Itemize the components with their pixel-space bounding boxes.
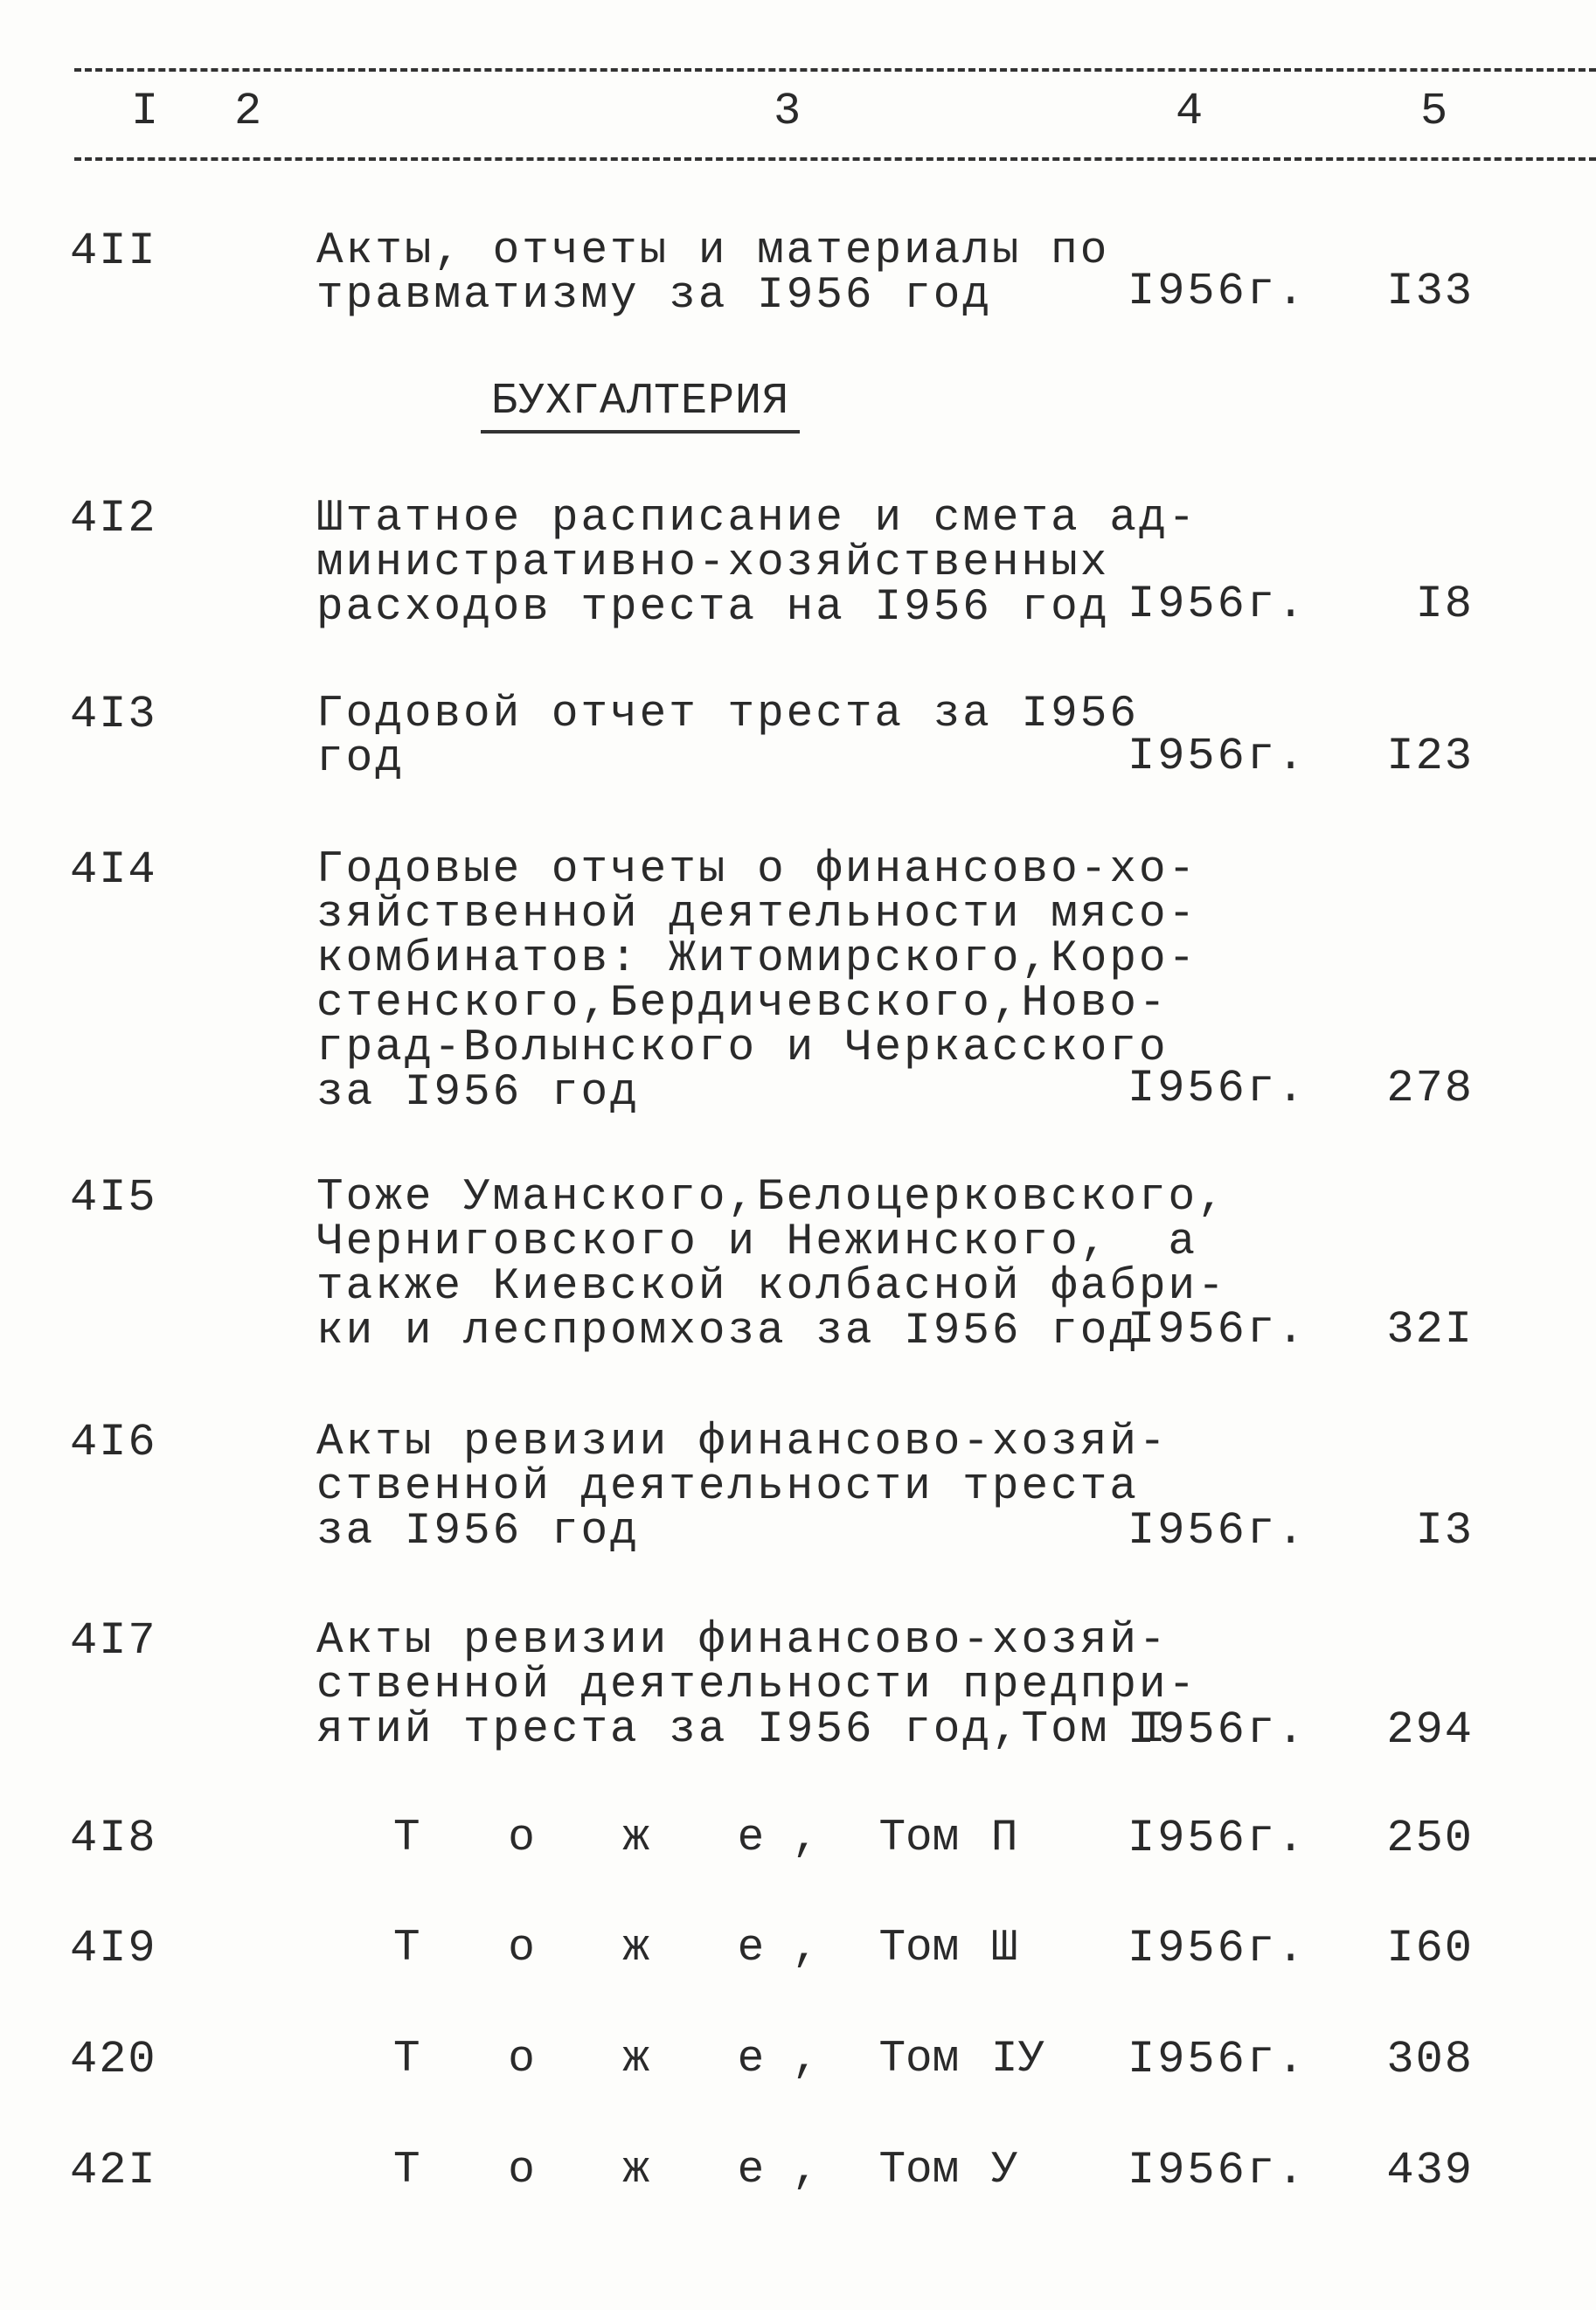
row-description-line: Годовой отчет треста за I956 bbox=[316, 690, 1139, 739]
header-col-3: 3 bbox=[774, 86, 801, 137]
row-same-as-above bbox=[393, 1926, 1017, 1972]
header-col-5: 5 bbox=[1420, 86, 1448, 137]
row-description-line: Акты, отчеты и материалы по bbox=[316, 226, 1110, 276]
row-date: I956г. bbox=[1128, 1704, 1308, 1756]
same-label: Т о ж е, bbox=[393, 2035, 847, 2085]
row-description-line: Акты ревизии финансово-хозяй- bbox=[316, 1616, 1169, 1666]
row-number: 4I3 bbox=[70, 689, 157, 740]
row-description-line: Тоже Уманского,Белоцерковского, bbox=[316, 1173, 1227, 1223]
row-number: 420 bbox=[70, 2034, 157, 2085]
row-description-line: град-Волынского и Черкасского bbox=[316, 1023, 1169, 1073]
same-label: Т о ж е, bbox=[393, 2146, 847, 2196]
row-page-count: 278 bbox=[1386, 1063, 1474, 1114]
row-description-line: зяйственной деятельности мясо- bbox=[316, 890, 1198, 940]
same-label: Т о ж е, bbox=[393, 1814, 847, 1863]
volume-label: Том У bbox=[878, 2146, 1018, 2196]
row-page-count: I33 bbox=[1386, 266, 1474, 317]
row-same-as-above bbox=[393, 1816, 1017, 1862]
row-date: I956г. bbox=[1128, 1923, 1308, 1974]
row-page-count: 32I bbox=[1386, 1304, 1474, 1356]
row-number: 4I5 bbox=[70, 1172, 157, 1224]
row-number: 4II bbox=[70, 225, 157, 277]
volume-label: Том Ш bbox=[878, 1924, 1018, 1974]
row-date: I956г. bbox=[1128, 1505, 1308, 1557]
row-date: I956г. bbox=[1128, 2145, 1308, 2196]
row-page-count: 308 bbox=[1386, 2034, 1474, 2085]
row-description-line: ственной деятельности треста bbox=[316, 1462, 1139, 1512]
row-page-count: I3 bbox=[1415, 1505, 1474, 1557]
row-same-as-above bbox=[393, 2148, 1017, 2194]
header-bottom-rule bbox=[74, 157, 1596, 161]
row-date: I956г. bbox=[1128, 266, 1308, 317]
row-number: 4I2 bbox=[70, 493, 157, 545]
header-col-2: 2 bbox=[234, 86, 262, 137]
row-number: 4I4 bbox=[70, 844, 157, 896]
row-description-line: расходов треста на I956 год bbox=[316, 583, 1110, 633]
row-page-count: I23 bbox=[1386, 731, 1474, 782]
row-number: 4I6 bbox=[70, 1417, 157, 1468]
row-number: 42I bbox=[70, 2145, 157, 2196]
row-description-line: Акты ревизии финансово-хозяй- bbox=[316, 1418, 1169, 1467]
volume-label: Том IУ bbox=[878, 2035, 1045, 2085]
row-description-line: травматизму за I956 год bbox=[316, 271, 992, 321]
row-date: I956г. bbox=[1128, 731, 1308, 782]
row-page-count: 250 bbox=[1386, 1813, 1474, 1864]
row-description-line: ственной деятельности предпри- bbox=[316, 1661, 1198, 1710]
header-col-4: 4 bbox=[1176, 86, 1204, 137]
row-description-line: Штатное расписание и смета ад- bbox=[316, 494, 1198, 544]
row-date: I956г. bbox=[1128, 2034, 1308, 2085]
row-same-as-above bbox=[393, 2037, 1044, 2083]
row-page-count: I8 bbox=[1415, 579, 1474, 630]
row-page-count: 294 bbox=[1386, 1704, 1474, 1756]
row-description-line: стенского,Бердичевского,Ново- bbox=[316, 979, 1169, 1029]
row-description-line: год bbox=[316, 734, 405, 784]
row-description-line: министративно-хозяйственных bbox=[316, 538, 1110, 588]
row-description-line: ятий треста за I956 год,Том I bbox=[316, 1705, 1169, 1755]
row-date: I956г. bbox=[1128, 1304, 1308, 1356]
header-top-rule bbox=[74, 68, 1596, 72]
row-description-line: за I956 год bbox=[316, 1068, 640, 1118]
row-number: 4I9 bbox=[70, 1923, 157, 1974]
same-label: Т о ж е, bbox=[393, 1924, 847, 1974]
row-page-count: 439 bbox=[1386, 2145, 1474, 2196]
row-description-line: Черниговского и Нежинского, а bbox=[316, 1217, 1198, 1267]
row-number: 4I7 bbox=[70, 1615, 157, 1667]
row-date: I956г. bbox=[1128, 1813, 1308, 1864]
row-date: I956г. bbox=[1128, 1063, 1308, 1114]
row-description-line: ки и леспромхоза за I956 год bbox=[316, 1307, 1139, 1356]
row-number: 4I8 bbox=[70, 1813, 157, 1864]
volume-label: Том П bbox=[878, 1814, 1018, 1863]
row-description-line: комбинатов: Житомирского,Коро- bbox=[316, 934, 1198, 984]
row-page-count: I60 bbox=[1386, 1923, 1474, 1974]
row-description-line: Годовые отчеты о финансово-хо- bbox=[316, 845, 1198, 895]
row-date: I956г. bbox=[1128, 579, 1308, 630]
row-description-line: за I956 год bbox=[316, 1507, 640, 1557]
row-description-line: также Киевской колбасной фабри- bbox=[316, 1262, 1227, 1312]
section-title: БУХГАЛТЕРИЯ bbox=[481, 378, 800, 434]
header-col-1: I bbox=[131, 86, 159, 137]
